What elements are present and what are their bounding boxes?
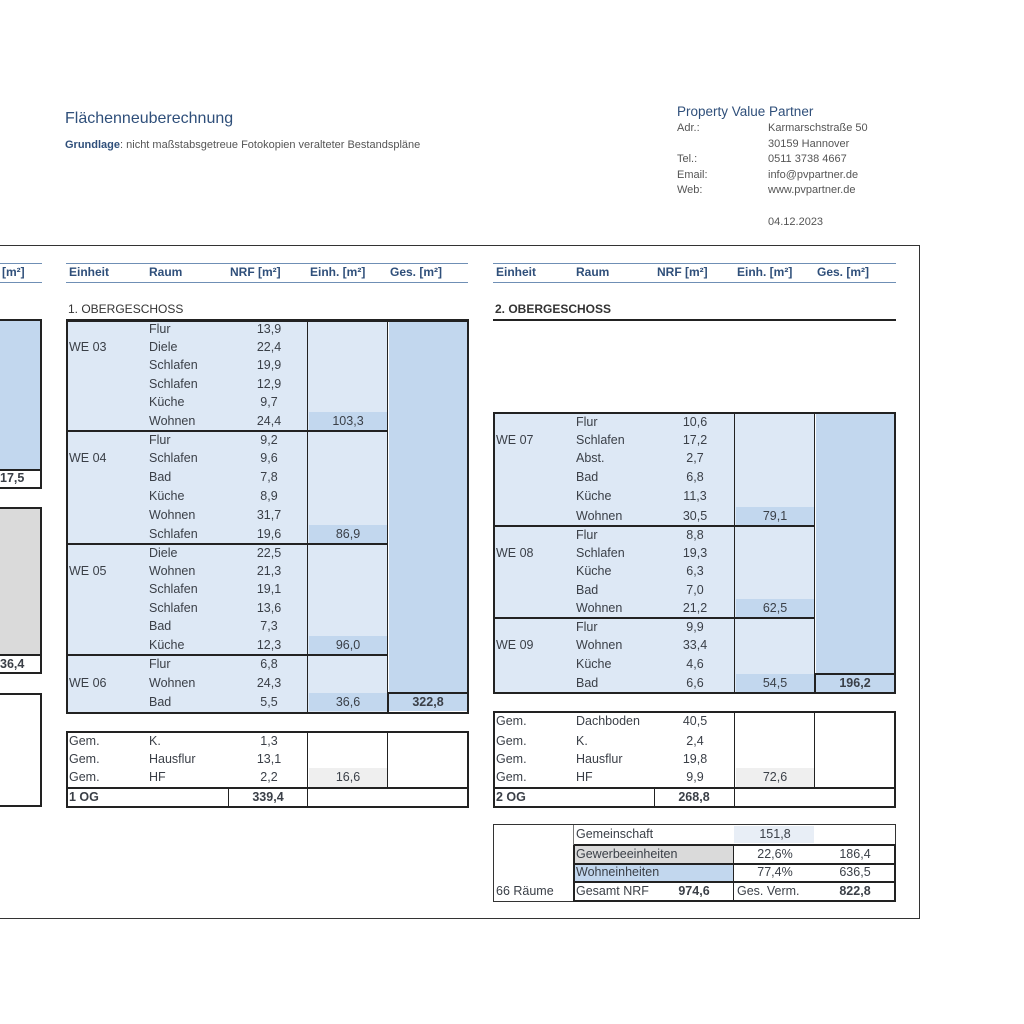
- og1-nrf: 19,1: [256, 582, 282, 596]
- og2-nrf: 10,6: [682, 415, 708, 429]
- og1-nrf: 5,5: [260, 695, 278, 709]
- og1-room: Bad: [149, 470, 172, 484]
- og1-room: Küche: [149, 638, 185, 652]
- og1-room: Küche: [149, 489, 185, 503]
- og2-col-einh: Einh. [m²]: [737, 265, 793, 279]
- og2-common-label: Gem.: [496, 714, 527, 728]
- og1-nrf: 19,6: [256, 527, 282, 541]
- og2-hdr-line-bottom: [493, 282, 896, 283]
- og2-nrf: 6,8: [686, 470, 704, 484]
- og1-common-label: Gem.: [69, 734, 100, 748]
- og2-room: Schlafen: [576, 433, 625, 447]
- og2-col-ges: Ges. [m²]: [817, 265, 870, 279]
- og2-common-nrf: 2,4: [686, 734, 704, 748]
- og2-room: Wohnen: [576, 601, 623, 615]
- summary-vline-top: [573, 825, 574, 845]
- og2-room: Wohnen: [576, 638, 623, 652]
- web-label: Web:: [677, 184, 703, 196]
- og2-nrf: 8,8: [686, 528, 704, 542]
- og1-common-nrf: 2,2: [260, 770, 278, 784]
- og2-unit-we07: WE 07: [496, 433, 534, 447]
- email-link[interactable]: info@pvpartner.de: [768, 169, 859, 181]
- og2-common-vline-2: [814, 712, 815, 787]
- og1-room: Bad: [149, 695, 172, 709]
- web-link[interactable]: www.pvpartner.de: [768, 184, 856, 196]
- left-partial-total-a: 17,5: [0, 471, 25, 485]
- og2-room: Küche: [576, 657, 612, 671]
- og1-room: Küche: [149, 395, 185, 409]
- basis-text: : nicht maßstabsgetreue Fotokopien veralteter Bestandspläne: [120, 139, 421, 151]
- og1-sep-we04: [66, 543, 388, 545]
- og1-floor-total: 339,4: [252, 790, 284, 804]
- og2-common-room: Hausflur: [576, 752, 623, 766]
- og2-common-room: K.: [576, 734, 588, 748]
- tel: 0511 3738 4667: [768, 153, 847, 165]
- og2-nrf: 2,7: [686, 451, 704, 465]
- og2-floor-label: 2 OG: [496, 790, 526, 804]
- og2-unit-we09: WE 09: [496, 638, 534, 652]
- og2-nrf: 6,3: [686, 564, 704, 578]
- og2-common-vline-1: [734, 712, 735, 807]
- og2-room: Flur: [576, 528, 598, 542]
- og1-common-room: HF: [149, 770, 166, 784]
- og2-floor-title: 2. OBERGESCHOSS: [495, 302, 612, 316]
- og2-room: Flur: [576, 415, 598, 429]
- summary-gesamt-value: 974,6: [678, 884, 710, 898]
- company-name: Property Value Partner: [677, 104, 814, 119]
- og2-common-nrf: 9,9: [686, 770, 704, 784]
- og1-hdr-line-bottom: [66, 282, 468, 283]
- og1-common-room: K.: [149, 734, 161, 748]
- og2-room: Bad: [576, 470, 599, 484]
- summary-gewerbe-value: 186,4: [839, 847, 871, 861]
- og2-room: Abst.: [576, 451, 605, 465]
- og2-nrf: 21,2: [682, 601, 708, 615]
- basis-label: Grundlage: [65, 139, 121, 151]
- summary-wohn-value: 636,5: [839, 865, 871, 879]
- og2-common-label: Gem.: [496, 770, 527, 784]
- og2-common-room: Dachboden: [576, 714, 640, 728]
- og2-floor-underline: [493, 319, 896, 321]
- og2-common-label: Gem.: [496, 752, 527, 766]
- og2-room: Küche: [576, 564, 612, 578]
- tel-label: Tel.:: [677, 153, 698, 165]
- og2-room: Küche: [576, 489, 612, 503]
- og1-nrf: 22,4: [256, 340, 282, 354]
- og1-total: 322,8: [412, 695, 444, 709]
- og1-nrf: 12,9: [256, 377, 282, 391]
- og2-room: Bad: [576, 676, 599, 690]
- og2-nrf: 4,6: [686, 657, 704, 671]
- og1-nrf: 12,3: [256, 638, 282, 652]
- og1-room: Wohnen: [149, 676, 196, 690]
- og1-sum-we06: 36,6: [335, 695, 361, 709]
- og1-nrf: 9,7: [260, 395, 278, 409]
- og2-vline-einh: [734, 413, 735, 693]
- og2-nrf: 11,3: [683, 489, 707, 503]
- og1-room: Flur: [149, 322, 171, 336]
- og1-floor-title: 1. OBERGESCHOSS: [68, 302, 184, 316]
- og1-col-unit: Einheit: [69, 265, 110, 279]
- og1-room: Wohnen: [149, 564, 196, 578]
- og1-room: Schlafen: [149, 601, 198, 615]
- og1-nrf: 13,6: [256, 601, 282, 615]
- og1-nrf: 21,3: [256, 564, 282, 578]
- og2-col-unit: Einheit: [496, 265, 537, 279]
- left-col-header: [m²]: [2, 265, 25, 279]
- og1-room: Schlafen: [149, 358, 198, 372]
- og2-col-room: Raum: [576, 265, 610, 279]
- og1-common-nrf: 13,1: [256, 752, 282, 766]
- summary-gewerbe-label: Gewerbeeinheiten: [576, 847, 678, 861]
- og1-sep-we05: [66, 654, 388, 656]
- page-title: Flächenneuberechnung: [65, 110, 234, 127]
- og2-col-nrf: NRF [m²]: [657, 265, 708, 279]
- og2-common-nrf: 19,8: [682, 752, 708, 766]
- og1-floor-label: 1 OG: [69, 790, 99, 804]
- og2-floor-total: 268,8: [678, 790, 710, 804]
- left-partial-box-a: [0, 319, 42, 489]
- og1-col-nrf: NRF [m²]: [230, 265, 281, 279]
- summary-gem-label: Gemeinschaft: [576, 827, 654, 841]
- email-label: Email:: [677, 169, 708, 181]
- og1-common-nrf: 1,3: [260, 734, 278, 748]
- og1-nrf: 7,3: [260, 619, 278, 633]
- summary-gem-value: 151,8: [759, 827, 791, 841]
- og2-nrf: 33,4: [682, 638, 708, 652]
- og2-sum-we07: 79,1: [762, 509, 788, 523]
- city: 30159 Hannover: [768, 138, 850, 150]
- og2-nrf: 6,6: [686, 676, 704, 690]
- og1-col-einh: Einh. [m²]: [310, 265, 366, 279]
- og1-room: Wohnen: [149, 414, 196, 428]
- og2-room: Schlafen: [576, 546, 625, 560]
- og1-sum-we05: 96,0: [335, 638, 361, 652]
- og1-sum-we04: 86,9: [335, 527, 361, 541]
- og1-common-room: Hausflur: [149, 752, 196, 766]
- og1-room: Schlafen: [149, 377, 198, 391]
- summary-vline: [733, 845, 734, 901]
- og2-sum-we09: 54,5: [762, 676, 788, 690]
- street: Karmarschstraße 50: [768, 122, 868, 134]
- og1-nrf: 9,6: [260, 451, 278, 465]
- og1-col-room: Raum: [149, 265, 183, 279]
- og1-room: Flur: [149, 433, 171, 447]
- og1-hdr-line-top: [66, 263, 468, 264]
- og1-room: Wohnen: [149, 508, 196, 522]
- og1-sum-we03: 103,3: [332, 414, 364, 428]
- og1-room: Bad: [149, 619, 172, 633]
- og2-sep-we08: [493, 617, 815, 619]
- og2-room: Bad: [576, 583, 599, 597]
- og1-sep-we03: [66, 430, 388, 432]
- og1-unit-we05: WE 05: [69, 564, 107, 578]
- summary-wohn-pct: 77,4%: [757, 865, 793, 879]
- og2-common-sum: 72,6: [762, 770, 788, 784]
- og1-nrf: 22,5: [256, 546, 282, 560]
- adr-label: Adr.:: [677, 122, 700, 134]
- og1-unit-we06: WE 06: [69, 676, 107, 690]
- og1-nrf: 6,8: [260, 657, 278, 671]
- summary-wohn-label: Wohneinheiten: [576, 865, 660, 879]
- og2-vline-ges: [814, 413, 815, 693]
- og1-nrf: 13,9: [256, 322, 282, 336]
- og2-room: Wohnen: [576, 509, 623, 523]
- og1-room: Diele: [149, 340, 178, 354]
- summary-rooms-count: 66 Räume: [496, 884, 554, 898]
- og2-nrf: 17,2: [682, 433, 708, 447]
- og1-common-label: Gem.: [69, 752, 100, 766]
- og2-nrf: 9,9: [686, 620, 704, 634]
- og2-common-nrf: 40,5: [682, 714, 708, 728]
- summary-verm-value: 822,8: [839, 884, 871, 898]
- og1-nrf: 19,9: [256, 358, 282, 372]
- left-partial-box-c: [0, 693, 42, 807]
- og1-nrf: 31,7: [256, 508, 282, 522]
- og2-room: Flur: [576, 620, 598, 634]
- og1-room: Diele: [149, 546, 178, 560]
- left-partial-box-b: [0, 507, 42, 674]
- og1-unit-we04: WE 04: [69, 451, 107, 465]
- left-hdr-line-top: [0, 263, 42, 264]
- summary-gewerbe-pct: 22,6%: [757, 847, 793, 861]
- og1-col-ges: Ges. [m²]: [390, 265, 443, 279]
- basis-note: [65, 139, 420, 151]
- og2-nrf: 19,3: [682, 546, 708, 560]
- summary-verm-label: Ges. Verm.: [737, 884, 800, 898]
- date: 04.12.2023: [768, 216, 824, 228]
- og2-sum-we08: 62,5: [762, 601, 788, 615]
- og2-nrf: 30,5: [682, 509, 708, 523]
- og2-hdr-line-top: [493, 263, 896, 264]
- og1-room: Schlafen: [149, 451, 198, 465]
- og1-common-vline-2: [387, 732, 388, 787]
- og1-nrf: 7,8: [260, 470, 278, 484]
- og1-nrf: 9,2: [260, 433, 278, 447]
- og1-common-sum: 16,6: [335, 770, 361, 784]
- og1-nrf: 8,9: [260, 489, 278, 503]
- og1-room: Schlafen: [149, 582, 198, 596]
- og1-unit-we03: WE 03: [69, 340, 107, 354]
- left-hdr-line-bottom: [0, 282, 42, 283]
- summary-gesamt-label: Gesamt NRF: [576, 884, 649, 898]
- og1-room: Flur: [149, 657, 171, 671]
- left-partial-total-b: 36,4: [0, 657, 25, 671]
- og2-common-label: Gem.: [496, 734, 527, 748]
- og2-sep-we07: [493, 525, 815, 527]
- og2-common-room: HF: [576, 770, 593, 784]
- og1-common-label: Gem.: [69, 770, 100, 784]
- og2-total: 196,2: [839, 676, 871, 690]
- og1-nrf: 24,4: [256, 414, 282, 428]
- og1-room: Schlafen: [149, 527, 198, 541]
- og2-nrf: 7,0: [686, 583, 704, 597]
- og1-nrf: 24,3: [256, 676, 282, 690]
- og2-unit-we08: WE 08: [496, 546, 534, 560]
